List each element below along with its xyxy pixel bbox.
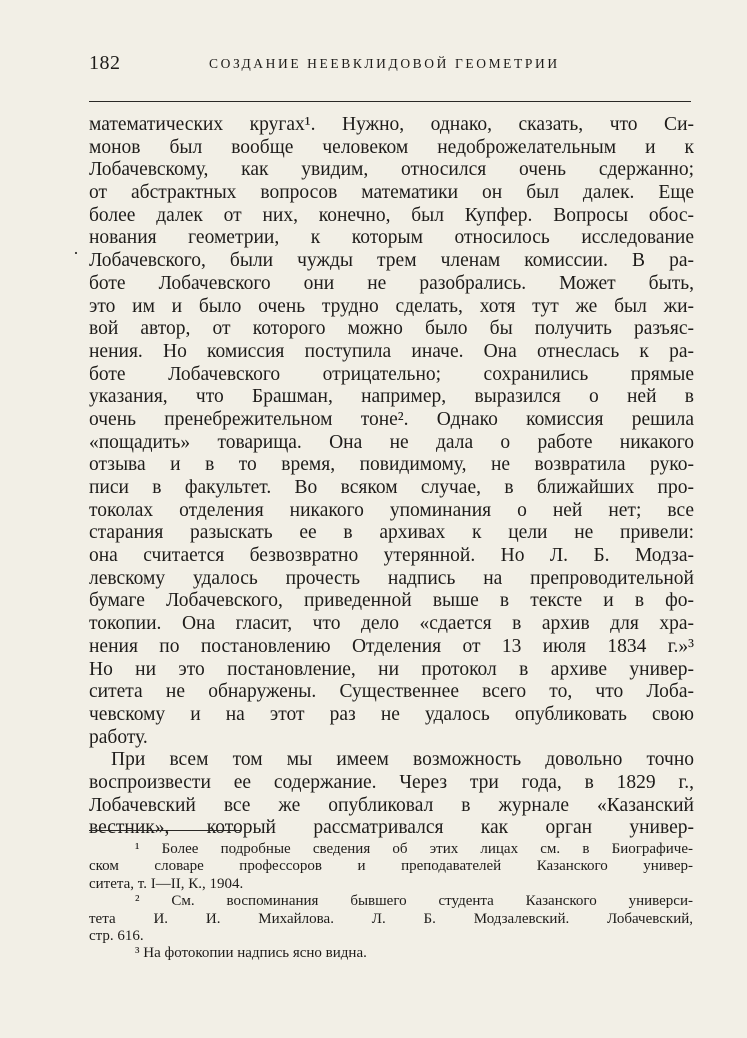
footnote-line: тета И. И. Михайлова. Л. Б. Модзалевский. Лобачевский, [89,910,693,927]
text-line: нования геометрии, к которым относилось исследование [89,227,694,249]
text-line: чевскому и на этот раз не удалось опубликовать свою [89,703,694,725]
text-line: нения по постановлению Отделения от 13 июля 1834 г.»³ [89,635,694,657]
text-line: нения. Но комиссия поступила иначе. Она отнеслась к ра- [89,340,694,362]
footnote-line: ситета, т. I—II, К., 1904. [89,875,244,892]
text-line: токолах отделения никакого упоминания о ней нет; все [89,499,694,521]
text-line: Но ни это постановление, ни протокол в архиве универ- [89,658,694,680]
text-line: ситета не обнаружены. Существеннее всего то, что Лоба- [89,681,694,703]
text-line: писи в факультет. Во всяком случае, в ближайших про- [89,477,694,498]
footnotes [89,841,693,963]
text-line: она считается безвозвратно утерянной. Но Л. Б. Модза- [89,545,694,567]
text-line: При всем том мы имеем возможность довольно точно [111,749,694,771]
text-line: Лобачевскому, как увидим, относился очень сдержанно; [89,159,694,181]
text-line: Лобачевский все же опубликовал в журнале «Казанский [89,794,694,816]
text-line: математических кругах¹. Нужно, однако, сказать, что Си- [89,114,694,135]
footnote-line: ² См. воспоминания бывшего студента Казанского универси- [135,893,693,910]
body-text [89,114,694,840]
footnote-line: ³ На фотокопии надпись ясно видна. [135,945,367,962]
text-line: «пощадить» товарища. Она не дала о работе никакого [89,431,694,453]
running-title: СОЗДАНИЕ НЕЕВКЛИДОВОЙ ГЕОМЕТРИИ [209,56,560,71]
text-line: вой автор, от которого можно было бы получить разъяс- [89,318,694,340]
text-line: боте Лобачевского они не разобрались. Может быть, [89,272,694,294]
text-line: Лобачевского, были чужды трем членам комиссии. В ра- [89,250,694,272]
text-line: старания разыскать ее в архивах к цели не привели: [89,522,694,544]
header-rule [89,101,691,102]
text-line: очень пренебрежительном тоне². Однако комиссия решила [89,408,694,430]
footnote-line: ¹ Более подробные сведения об этих лицах см. в Биографиче- [135,841,693,857]
text-line: указания, что Брашман, например, выразился о ней в [89,386,694,408]
text-line: воспроизвести ее содержание. Через три года, в 1829 г., [89,771,694,793]
text-line: вестник», который рассматривался как орган универ- [89,817,694,839]
text-line: монов был вообще человеком недоброжелательным и к [89,136,694,158]
text-line: это им и было очень трудно сделать, хотя тут же был жи- [89,295,694,317]
running-head [89,52,694,78]
text-line: бумаге Лобачевского, приведенной выше в тексте и в фо- [89,590,694,612]
text-line: работу. [89,726,148,748]
text-line: левскому удалось прочесть надпись на препроводительной [89,567,694,589]
page-number: 182 [89,52,121,74]
text-line: токопии. Она гласит, что дело «сдается в архив для хра- [89,613,694,635]
text-line: от абстрактных вопросов математики он был далек. Еще [89,182,694,204]
margin-mark: · [73,243,79,263]
text-line: отзыва и в то время, повидимому, не возвратила руко- [89,454,694,476]
text-line: более далек от них, конечно, был Купфер. Вопросы обос- [89,204,694,226]
footnote-line: стр. 616. [89,927,144,944]
footnote-line: ском словаре профессоров и преподавателей Казанского универ- [89,858,693,875]
text-line: боте Лобачевского отрицательно; сохранились прямые [89,363,694,385]
footnote-rule [89,830,241,831]
